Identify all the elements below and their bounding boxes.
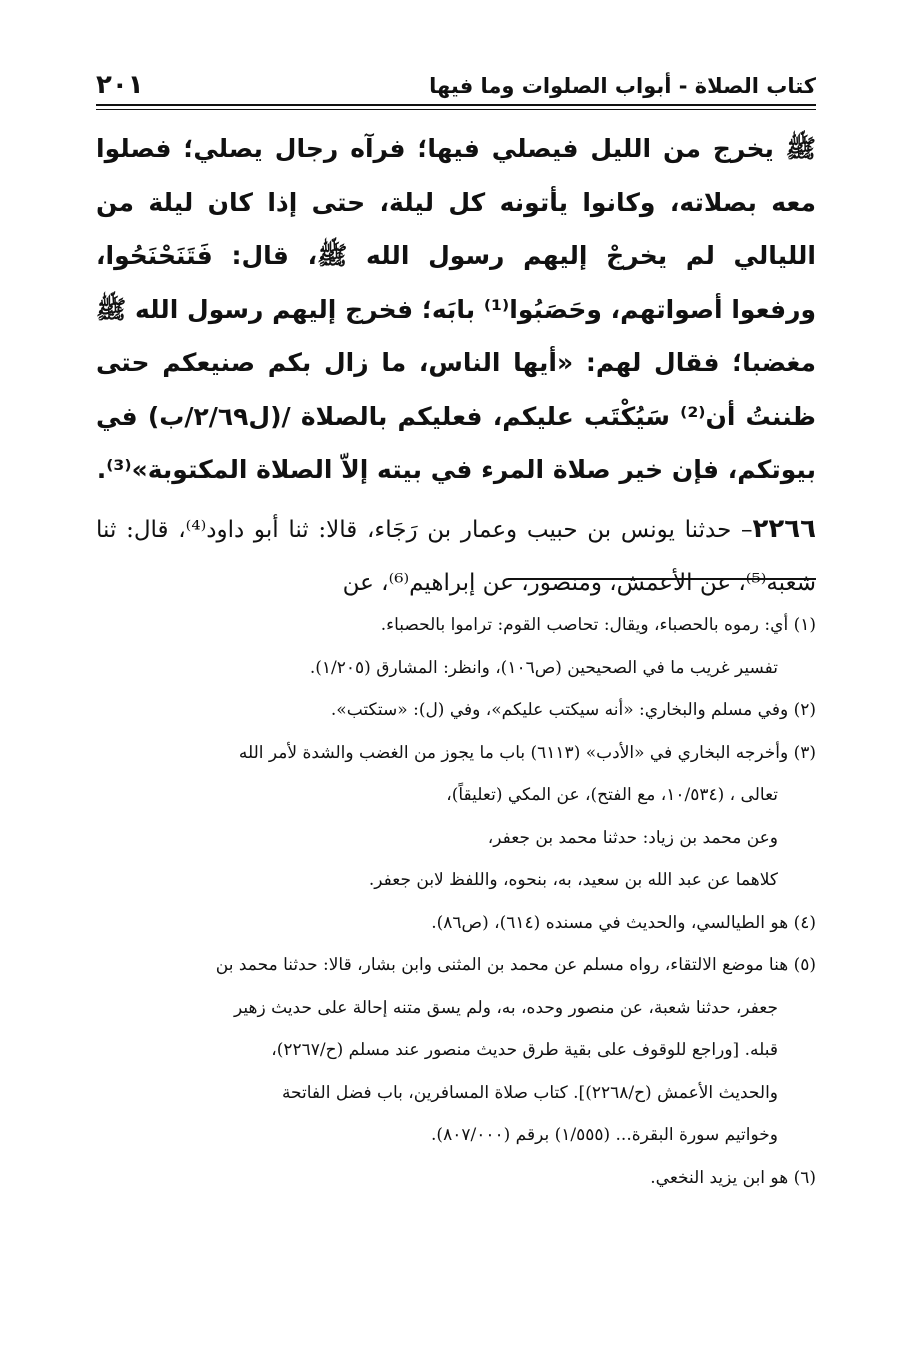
paragraph-1: ﷺ يخرج من الليل فيصلي فيها؛ فرآه رجال يصلي؛ فصلوا معه بصلاته، وكانوا يأتونه كل ليلة، حتى إذا كان ليلة من الليالي لم يخرجْ إليهم رسول الله ﷺ، قال: فَتَنَحْنَحُوا، ورفعوا أصواتهم، وحَصَبُوا⁽¹⁾ بابَه؛ فخرج إليهم رسول الله ﷺ مغضبا؛ فقال لهم: «أيها الناس، ما زال بكم صنيعكم حتى ظننتُ أن⁽²⁾ سَيُكْتَب عليكم، فعليكم بالصلاة /(ل٢/٦٩/ب) في بيوتكم، فإن خير صلاة المرء في بيته إلاّ الصلاة المكتوبة»⁽³⁾. [96,134,816,484]
footnote-5-cont-4: وخواتيم سورة البقرة... (١/٥٥٥) برقم (٨٠٧/٠٠٠). [431,1125,778,1145]
page-number: ٢٠١ [96,70,144,100]
footnote-3: (٣) وأخرجه البخاري في «الأدب» (٦١١٣) باب ما يجوز من الغضب والشدة لأمر الله [238,742,816,763]
footnote-1: (١) أي: رموه بالحصباء، ويقال: تحاصب القوم: تراموا بالحصباء. [380,615,816,635]
footnote-5-cont-2: قبله. [وراجع للوقوف على بقية طرق حديث منصور عند مسلم (ح/٢٢٦٧)، [271,1040,778,1060]
page-header [96,70,816,106]
footnote-5-cont-1: جعفر، حدثنا شعبة، عن منصور وحده، به، ولم يسق متنه إحالة على حديث زهير [234,997,778,1018]
paragraph-2-text: – حدثنا يونس بن حبيب وعمار بن رَجَاء، قالا: ثنا أبو داود⁽⁴⁾، قال: ثنا شعبة⁽⁵⁾، عن الأعمش، ومنصور، عن إبراهيم⁽⁶⁾، عن [96,516,816,596]
footnotes [96,604,816,1199]
footnote-1-cont: تفسير غريب ما في الصحيحين (ص١٠٦)، وانظر: المشارق (١/٢٠٥). [309,657,778,678]
footnote-2: (٢) وفي مسلم والبخاري: «أنه سيكتب عليكم»، وفي (ل): «ستكتب». [330,700,816,720]
footnote-3-cont-1: تعالى ، (١٠/٥٣٤، مع الفتح)، عن المكي (تعليقاً)، [446,785,778,805]
footnote-4: (٤) هو الطيالسي، والحديث في مسنده (٦١٤)، (ص٨٦). [431,912,816,933]
running-title: كتاب الصلاة - أبواب الصلوات وما فيها [429,74,816,98]
paragraph-2 [96,503,816,610]
footnote-6: (٦) هو ابن يزيد النخعي. [650,1167,816,1188]
footnote-3-cont-3: كلاهما عن عبد الله بن سعيد، به، بنحوه، واللفظ لابن جعفر. [368,870,778,890]
footnote-5-cont-3: والحديث الأعمش (ح/٢٢٦٨)]. كتاب صلاة المسافرين، باب فضل الفاتحة [281,1082,778,1103]
footnote-5: (٥) هنا موضع الالتقاء، رواه مسلم عن محمد بن المثنى وابن بشار، قالا: حدثنا محمد بن [215,955,816,975]
footnote-3-cont-2: وعن محمد بن زياد: حدثنا محمد بن جعفر، [487,827,778,848]
hadith-number: ٢٢٦٦ [752,513,817,544]
main-text [96,122,816,610]
footnote-separator [508,578,816,580]
header-rule [96,104,816,110]
